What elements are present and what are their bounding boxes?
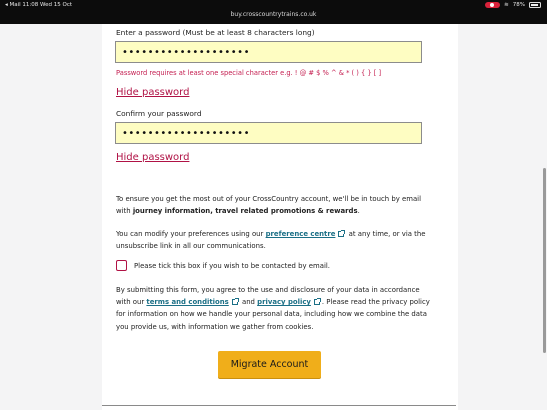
password-input[interactable]: [115, 41, 422, 63]
scrollbar[interactable]: [543, 168, 546, 353]
modify-text-2: at any time, or via the unsubscribe link in all our communications.: [116, 230, 426, 251]
url-bar[interactable]: buy.crosscountrytrains.co.uk: [230, 11, 317, 18]
password-error-message: Password requires at least one special character e.g. ! @ # $ % ^ & * ( ) { } [ ]: [116, 69, 382, 77]
confirm-password-input[interactable]: [115, 122, 422, 144]
legal-text-1: By submitting this form, you agree to the use and disclosure of your data in accordance with our: [116, 286, 420, 307]
contact-info-text: [116, 193, 431, 217]
external-link-icon: [232, 299, 238, 305]
screen-record-icon: [485, 2, 500, 8]
modify-text: You can modify your preferences using our: [116, 230, 266, 238]
preference-centre-link[interactable]: preference centre: [265, 230, 336, 238]
legal-text: [116, 284, 431, 333]
password-label: Enter a password (Must be at least 8 characters long): [116, 28, 315, 37]
email-consent-row[interactable]: [116, 260, 330, 271]
privacy-policy-link[interactable]: privacy policy: [257, 298, 311, 307]
status-bar-time: ◂ Mail 11:08 Wed 15 Oct: [5, 2, 73, 8]
confirm-password-label: Confirm your password: [116, 109, 202, 118]
email-consent-label[interactable]: Please tick this box if you wish to be contacted by email.: [134, 261, 330, 270]
terms-and-conditions-link[interactable]: terms and conditions: [146, 298, 229, 307]
migrate-account-button[interactable]: Migrate Account: [218, 351, 321, 378]
battery-percent: 78%: [512, 2, 525, 8]
contact-text: To ensure you get the most out of your CrossCountry account, we'll be in touch by email with: [116, 195, 421, 216]
wifi-icon: ≋: [504, 2, 509, 8]
email-consent-checkbox[interactable]: [116, 260, 127, 271]
battery-icon: [529, 2, 541, 8]
hide-confirm-password-link[interactable]: Hide password: [116, 152, 190, 163]
status-bar: [0, 0, 547, 24]
hide-password-link[interactable]: Hide password: [116, 87, 190, 98]
footer-divider: [102, 405, 456, 406]
legal-text-2: and: [239, 298, 258, 307]
preferences-text: [116, 228, 431, 252]
external-link-icon: [338, 231, 344, 237]
contact-bold-text: journey information, travel related promotions & rewards: [132, 207, 358, 216]
status-icons: [485, 2, 541, 8]
legal-text-3: . Please read the privacy policy for information on how we handle your personal data, including how we combine the data you provide us, with information we gather from cookies.: [116, 298, 430, 331]
contact-text-end: .: [357, 207, 360, 216]
external-link-icon: [314, 299, 320, 305]
